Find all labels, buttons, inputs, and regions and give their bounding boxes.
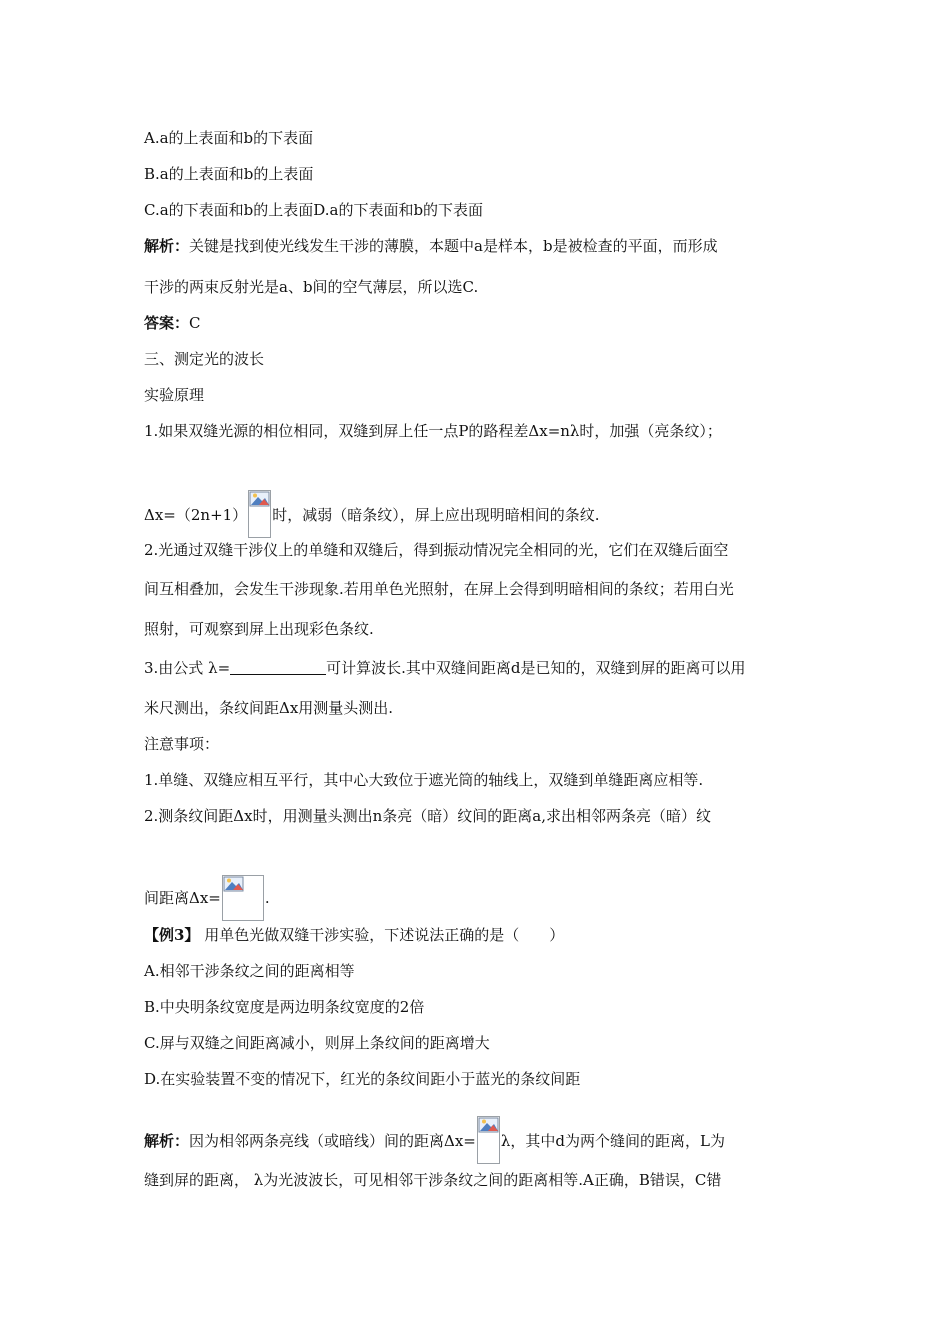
broken-image-icon	[222, 875, 264, 921]
example-option-d: D.在实验装置不变的情况下，红光的条纹间距小于蓝光的条纹间距	[144, 1070, 581, 1088]
example-analysis-line-2: 缝到屏的距离， λ为光波波长，可见相邻干涉条纹之间的距离相等.A正确，B错误，C错	[144, 1171, 722, 1189]
example-label: 【例3】	[144, 926, 200, 944]
principle-3-line-1: 3.由公式 λ= 可计算波长.其中双缝间距离d是已知的，双缝到屏的距离可以用	[144, 659, 746, 677]
analysis-line-1: 解析：关键是找到使光线发生干涉的薄膜，本题中a是样本，b是被检查的平面，而形成	[144, 237, 718, 255]
broken-image-icon	[477, 1116, 500, 1164]
example-option-a: A.相邻干涉条纹之间的距离相等	[144, 962, 355, 980]
example-option-c: C.屏与双缝之间距离减小，则屏上条纹间的距离增大	[144, 1034, 490, 1052]
fill-blank	[230, 660, 326, 675]
principle-2-line-1: 2.光通过双缝干涉仪上的单缝和双缝后，得到振动情况完全相同的光，它们在双缝后面空	[144, 541, 729, 559]
example-analysis-line-1: 解析：因为相邻两条亮线（或暗线）间的距离Δx= λ，其中d为两个缝间的距离，L为	[144, 1116, 725, 1164]
subheading-principle: 实验原理	[144, 386, 205, 404]
subheading-notes: 注意事项：	[144, 735, 220, 753]
answer-line: 答案：C	[144, 314, 201, 332]
option-b: B.a的上表面和b的上表面	[144, 165, 314, 183]
note-1: 1.单缝、双缝应相互平行，其中心大致位于遮光筒的轴线上，双缝到单缝距离应相等.	[144, 771, 704, 789]
example-3-question: 【例3】 用单色光做双缝干涉实验，下述说法正确的是（ ）	[144, 926, 565, 944]
broken-image-icon	[248, 490, 271, 538]
option-c-d: C.a的下表面和b的上表面D.a的下表面和b的下表面	[144, 201, 484, 219]
analysis-label: 解析：	[144, 1132, 190, 1150]
analysis-line-2: 干涉的两束反射光是a、b间的空气薄层，所以选C.	[144, 278, 479, 296]
note-2-line-2: 间距离Δx= .	[144, 875, 270, 921]
note-2-line-1: 2.测条纹间距Δx时，用测量头测出n条亮（暗）纹间的距离a,求出相邻两条亮（暗）纹	[144, 807, 711, 825]
principle-1-cont: Δx=（2n+1） 时，减弱（暗条纹），屏上应出现明暗相间的条纹.	[144, 490, 599, 538]
example-option-b: B.中央明条纹宽度是两边明条纹宽度的2倍	[144, 998, 425, 1016]
principle-1: 1.如果双缝光源的相位相同，双缝到屏上任一点P的路程差Δx=nλ时，加强（亮条纹）；	[144, 422, 722, 440]
section-heading: 三、测定光的波长	[144, 350, 265, 368]
analysis-label: 解析：	[144, 237, 190, 255]
principle-2-line-2: 间互相叠加，会发生干涉现象.若用单色光照射，在屏上会得到明暗相间的条纹；若用白光	[144, 580, 734, 598]
principle-3-line-2: 米尺测出，条纹间距Δx用测量头测出.	[144, 699, 394, 717]
answer-label: 答案：	[144, 314, 190, 332]
principle-2-line-3: 照射，可观察到屏上出现彩色条纹.	[144, 620, 374, 638]
option-a: A.a的上表面和b的下表面	[144, 129, 314, 147]
